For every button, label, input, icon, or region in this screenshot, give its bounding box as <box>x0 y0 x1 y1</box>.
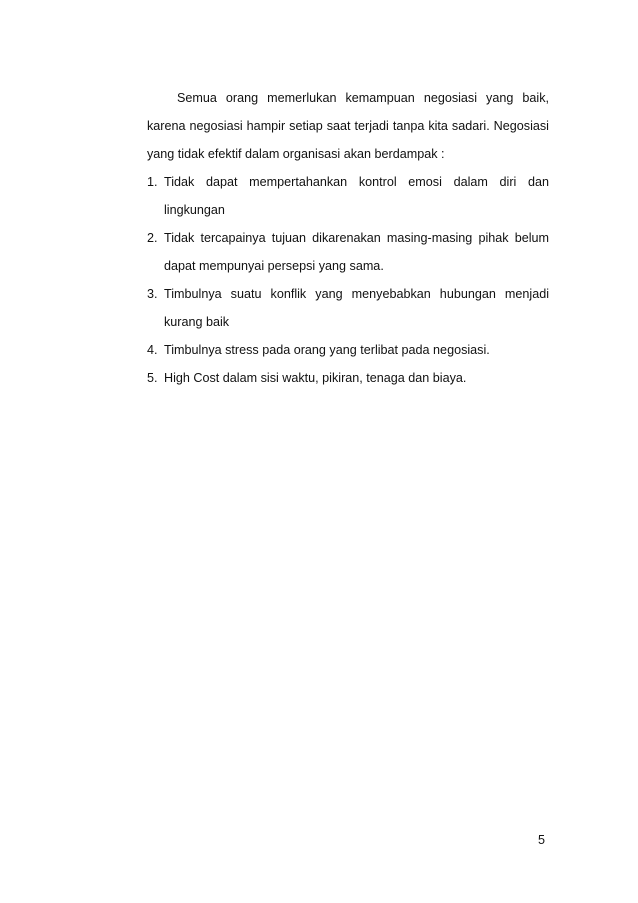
list-item-text: Tidak dapat mempertahankan kontrol emosi dalam diri dan lingkungan <box>164 175 549 217</box>
impact-list-item <box>147 364 549 392</box>
list-item-text: Tidak tercapainya tujuan dikarenakan masing-masing pihak belum dapat mempunyai persepsi yang sama. <box>164 231 549 273</box>
list-number: 3. <box>147 287 158 301</box>
page-number: 5 <box>538 833 546 847</box>
list-item-text: High Cost dalam sisi waktu, pikiran, tenaga dan biaya. <box>164 371 467 385</box>
list-number: 4. <box>147 343 158 357</box>
impact-list-item <box>147 168 549 224</box>
impact-list <box>147 168 549 392</box>
impact-list-item <box>147 280 549 336</box>
list-number: 5. <box>147 371 158 385</box>
list-item-text: Timbulnya stress pada orang yang terlibat pada negosiasi. <box>164 343 490 357</box>
list-number: 1. <box>147 175 158 189</box>
intro-paragraph-text: Semua orang memerlukan kemampuan negosiasi yang baik, karena negosiasi hampir setiap saat terjadi tanpa kita sadari. Negosiasi yang tidak efektif dalam organisasi akan berdampak : <box>147 91 549 161</box>
list-item-text: Timbulnya suatu konflik yang menyebabkan hubungan menjadi kurang baik <box>164 287 549 329</box>
intro-paragraph <box>147 84 549 168</box>
impact-list-item <box>147 224 549 280</box>
page-content <box>147 84 549 392</box>
list-number: 2. <box>147 231 158 245</box>
impact-list-item <box>147 336 549 364</box>
